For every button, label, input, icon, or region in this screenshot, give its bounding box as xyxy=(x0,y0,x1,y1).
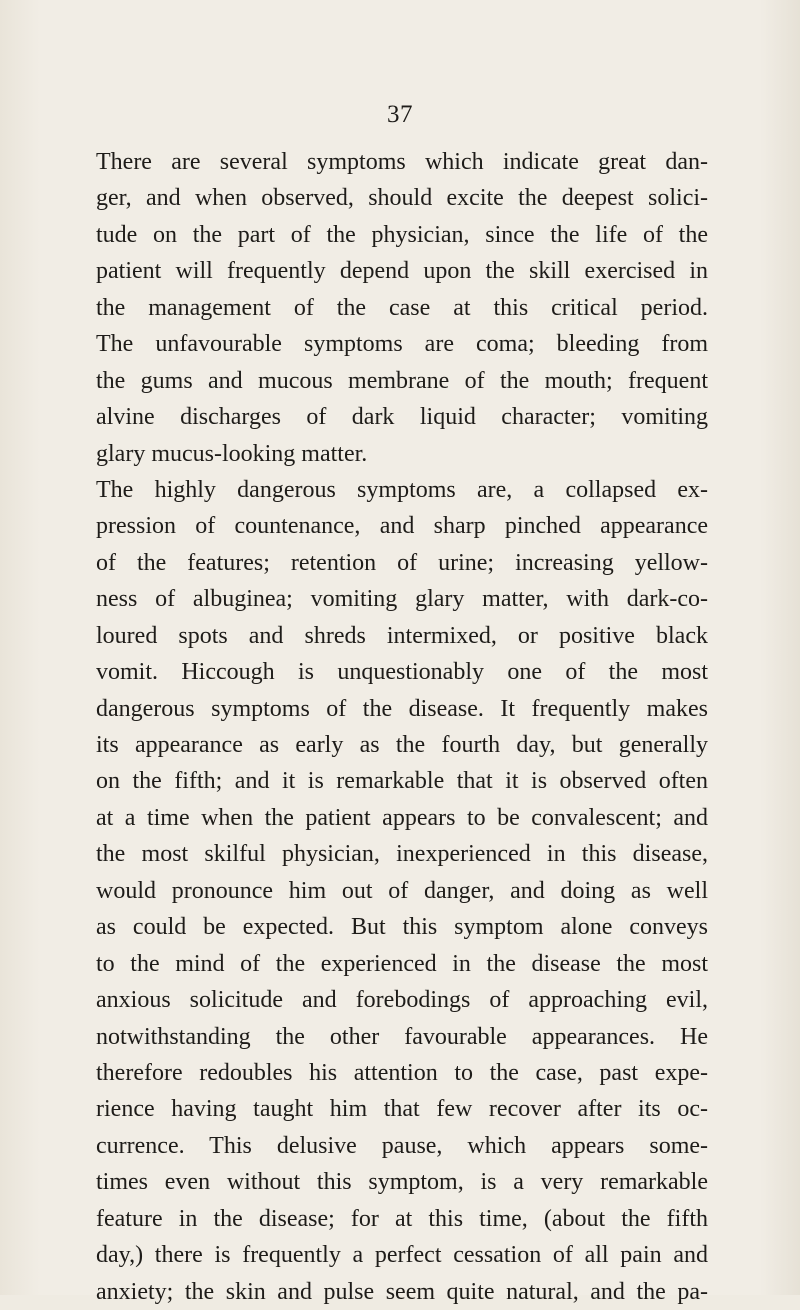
text-line: rience having taught him that few recover after its oc- xyxy=(96,1096,708,1123)
text-line: anxious solicitude and forebodings of approaching evil, xyxy=(96,987,708,1014)
text-line: loured spots and shreds intermixed, or positive black xyxy=(96,622,708,649)
body-text xyxy=(96,144,708,1310)
text-line: therefore redoubles his attention to the case, past expe- xyxy=(96,1059,708,1086)
text-line: the most skilful physician, inexperienced in this disease, xyxy=(96,841,708,868)
text-line: times even without this symptom, is a very remarkable xyxy=(96,1169,708,1196)
text-line: its appearance as early as the fourth day, but generally xyxy=(96,732,708,758)
text-line: The highly dangerous symptoms are, a collapsed ex- xyxy=(96,476,708,503)
text-line: day,) there is frequently a perfect cessation of all pain and xyxy=(96,1242,708,1269)
text-line: ger, and when observed, should excite the deepest solici- xyxy=(96,185,708,212)
text-line: There are several symptoms which indicate great dan- xyxy=(96,149,708,175)
text-line: vomit. Hiccough is unquestionably one of the most xyxy=(96,659,708,686)
text-line: tude on the part of the physician, since the life of the xyxy=(96,221,708,248)
text-line: dangerous symptoms of the disease. It frequently makes xyxy=(96,695,708,722)
page-number: 37 xyxy=(387,101,413,128)
text-line: at a time when the patient appears to be convalescent; and xyxy=(96,804,708,831)
text-line: ness of albuginea; vomiting glary matter, with dark-co- xyxy=(96,586,708,613)
text-line: of the features; retention of urine; increasing yellow- xyxy=(96,549,708,576)
text-line: alvine discharges of dark liquid character; vomiting xyxy=(96,404,708,431)
text-line: would pronounce him out of danger, and doing as well xyxy=(96,877,708,904)
text-line: feature in the disease; for at this time, (about the fifth xyxy=(96,1205,708,1232)
text-line: The unfavourable symptoms are coma; bleeding from xyxy=(96,331,708,358)
text-line: to the mind of the experienced in the disease the most xyxy=(96,950,708,977)
text-line: on the fifth; and it is remarkable that it is observed often xyxy=(96,768,708,795)
text-line: notwithstanding the other favourable appearances. He xyxy=(96,1023,708,1050)
text-line: anxiety; the skin and pulse seem quite natural, and the pa- xyxy=(96,1278,708,1305)
text-line: patient will frequently depend upon the skill exercised in xyxy=(96,258,708,285)
text-line: currence. This delusive pause, which appears some- xyxy=(96,1132,708,1159)
text-line: as could be expected. But this symptom alone conveys xyxy=(96,914,708,941)
text-line: glary mucus-looking matter. xyxy=(96,440,368,467)
text-line: pression of countenance, and sharp pinched appearance xyxy=(96,513,708,540)
text-line: the management of the case at this critical period. xyxy=(96,294,708,321)
text-line: the gums and mucous membrane of the mouth; frequent xyxy=(96,367,708,394)
